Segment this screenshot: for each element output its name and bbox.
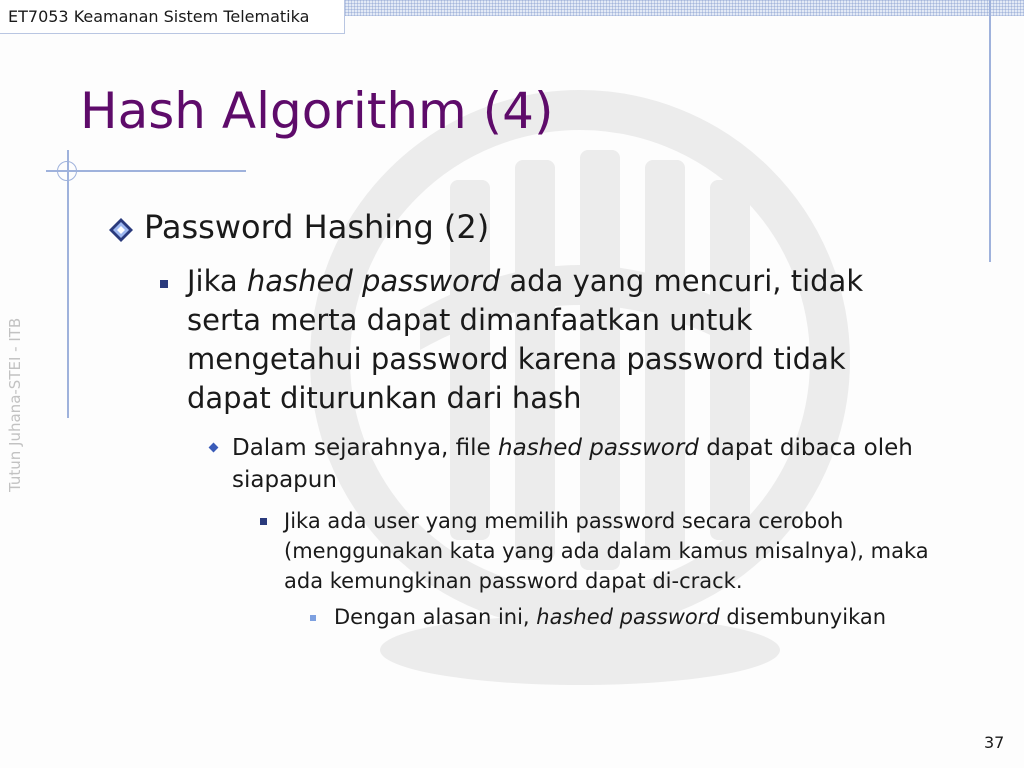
text-fragment: Jika (187, 264, 247, 298)
text-fragment: Dalam sejarahnya, file (232, 435, 498, 461)
text-fragment: Dengan alasan ini, (334, 605, 537, 629)
left-vertical-line (67, 150, 69, 418)
small-diamond-icon (209, 443, 219, 453)
bullet-level-2-text (187, 262, 917, 418)
square-icon (260, 518, 267, 525)
slide-title: Hash Algorithm (4) (80, 82, 554, 140)
header-box (0, 0, 345, 34)
text-fragment: disembunyikan (719, 605, 887, 629)
header-pattern-band (345, 0, 1024, 16)
square-icon (160, 280, 168, 288)
diamond-icon (108, 217, 134, 243)
text-fragment: ada yang mencuri, tidak serta merta dapat dimanfaatkan untuk mengetahui password karena password tidak dapat diturunkan dari hash (187, 264, 864, 415)
page-number: 37 (984, 733, 1005, 752)
text-fragment: dapat dibaca oleh siapapun (232, 435, 913, 493)
course-title: ET7053 Keamanan Sistem Telematika (8, 7, 310, 26)
bullet-level-1-text: Password Hashing (2) (144, 208, 490, 246)
bullet-level-3-text (232, 432, 922, 496)
right-vertical-line (989, 0, 991, 262)
author-sidebar-text: Tutun Juhana-STEI - ITB (6, 317, 24, 492)
emphasis-text: hashed password (246, 264, 501, 298)
emphasis-text: hashed password (498, 435, 699, 461)
bullet-level-5-text (334, 602, 886, 632)
bullet-level-4-text: Jika ada user yang memilih password secara ceroboh (menggunakan kata yang ada dalam kamus misalnya), maka ada kemungkinan password dapat di-crack. (284, 509, 929, 593)
emphasis-text: hashed password (536, 605, 720, 629)
corner-ring-icon (57, 161, 77, 181)
square-icon (310, 615, 316, 621)
